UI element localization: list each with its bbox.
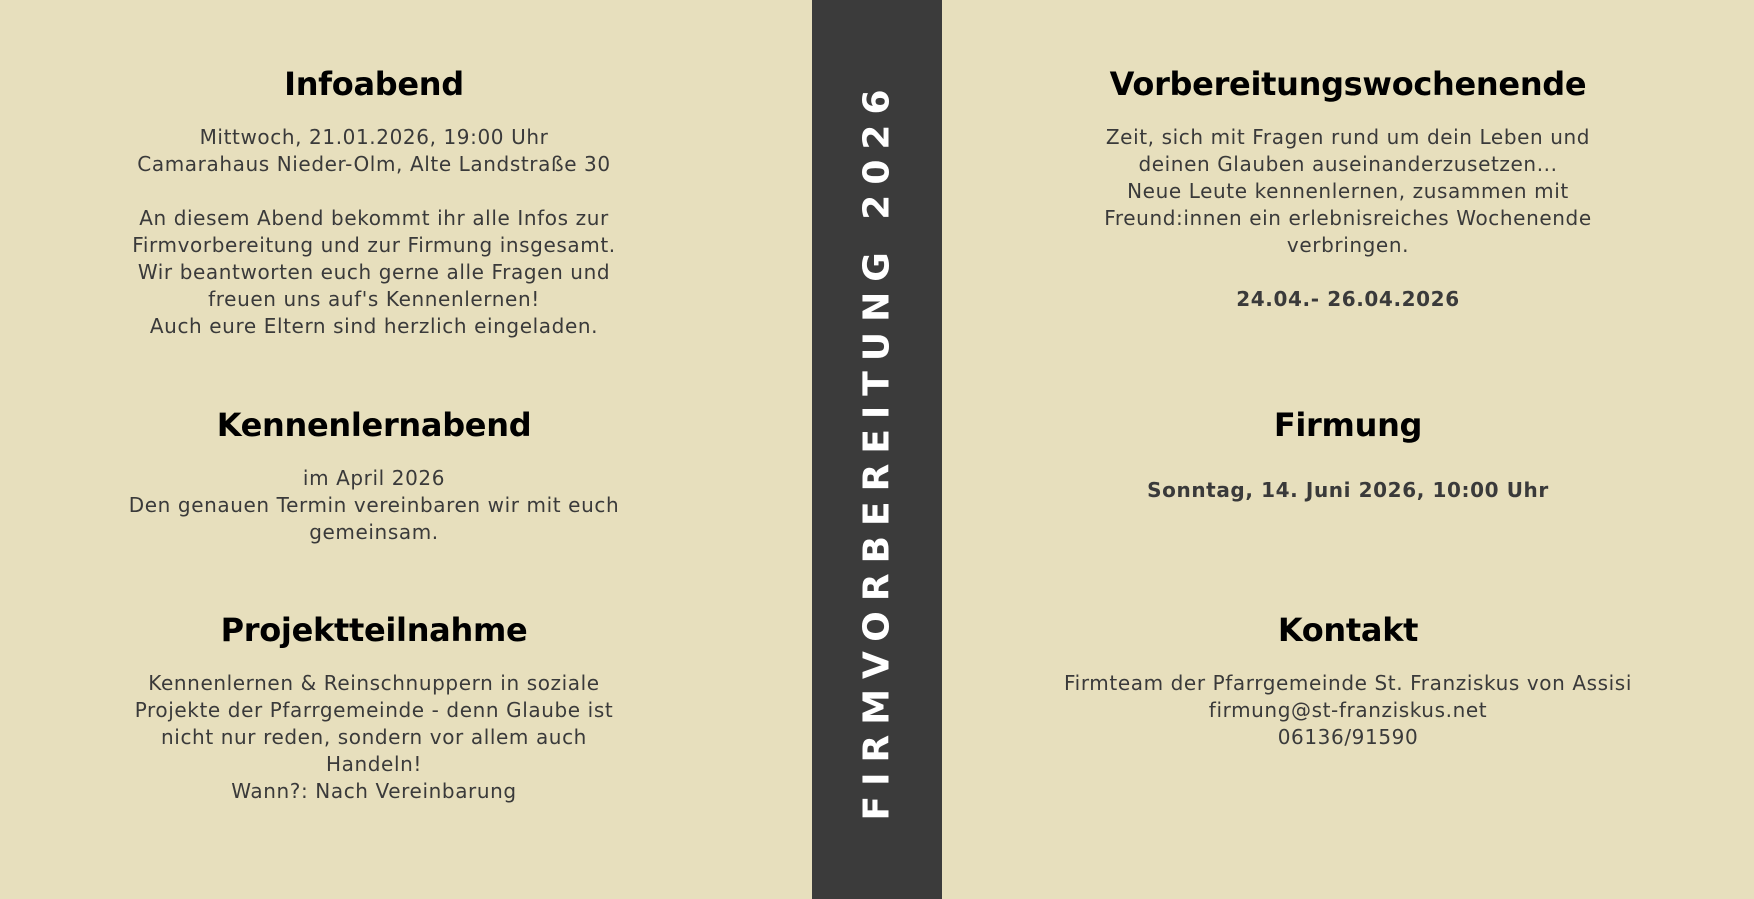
infoabend-description: [0, 205, 748, 340]
infoabend-text-line: freuen uns auf's Kennenlernen!: [208, 287, 540, 311]
infoabend-body: [0, 124, 748, 340]
kennenlernabend-body: [0, 465, 748, 546]
heading-firmung: Firmung: [1273, 406, 1423, 444]
heading-kontakt: Kontakt: [1277, 611, 1419, 649]
projektteilnahme-text-line: Kennenlernen & Reinschnuppern in soziale: [148, 671, 600, 695]
infoabend-location: Camarahaus Nieder-Olm, Alte Landstraße 30: [137, 152, 611, 176]
projektteilnahme-body: [0, 670, 748, 805]
projektteilnahme-text-line: Handeln!: [325, 752, 423, 776]
firmung-date: Sonntag, 14. Juni 2026, 10:00 Uhr: [1147, 478, 1549, 502]
wochenende-date: 24.04.- 26.04.2026: [1236, 287, 1460, 311]
heading-kennenlernabend: Kennenlernabend: [216, 406, 532, 444]
projektteilnahme-text-line: Projekte der Pfarrgemeinde - denn Glaube ist: [134, 698, 614, 722]
kennenlernabend-text-line: Den genauen Termin vereinbaren wir mit euch: [128, 493, 620, 517]
heading-infoabend: Infoabend: [284, 65, 464, 103]
kontakt-phone: 06136/91590: [1277, 725, 1419, 749]
section-kontakt: [942, 610, 1754, 751]
section-projektteilnahme: [0, 610, 748, 805]
firmung-body: [942, 477, 1754, 504]
kontakt-email: firmung@st-franziskus.net: [1208, 698, 1488, 722]
infoabend-text-line: Auch eure Eltern sind herzlich eingeladen.: [149, 314, 599, 338]
infoabend-text-line: Firmvorbereitung und zur Firmung insgesamt.: [132, 233, 616, 257]
infoabend-date: Mittwoch, 21.01.2026, 19:00 Uhr: [199, 125, 549, 149]
wochenende-text-line: deinen Glauben auseinanderzusetzen...: [1138, 152, 1558, 176]
section-infoabend: [0, 64, 748, 340]
heading-wochenende: Vorbereitungswochenende: [1109, 65, 1587, 103]
wochenende-text-line: Freund:innen ein erlebnisreiches Wochenende: [1104, 206, 1592, 230]
infoabend-details: [0, 124, 748, 178]
wochenende-body: [942, 124, 1754, 313]
wochenende-text-line: Neue Leute kennenlernen, zusammen mit: [1127, 179, 1569, 203]
wochenende-text-line: verbringen.: [1286, 233, 1410, 257]
section-wochenende: [942, 64, 1754, 313]
kontakt-body: [942, 670, 1754, 751]
section-kennenlernabend: [0, 405, 748, 546]
projektteilnahme-text-line: nicht nur reden, sondern vor allem auch: [161, 725, 587, 749]
wochenende-text-line: Zeit, sich mit Fragen rund um dein Leben und: [1105, 125, 1591, 149]
kennenlernabend-text-line: gemeinsam.: [309, 520, 439, 544]
kennenlernabend-text-line: im April 2026: [302, 466, 446, 490]
heading-projektteilnahme: Projektteilnahme: [220, 611, 528, 649]
projektteilnahme-text-line: Wann?: Nach Vereinbarung: [231, 779, 517, 803]
band-title: FIRMVORBEREITUNG 2026: [856, 78, 898, 821]
wochenende-description: [942, 124, 1754, 259]
kontakt-organization: Firmteam der Pfarrgemeinde St. Franziskus von Assisi: [1064, 671, 1632, 695]
infoabend-text-line: An diesem Abend bekommt ihr alle Infos zur: [139, 206, 609, 230]
center-band: [812, 0, 942, 899]
section-firmung: [942, 405, 1754, 504]
infoabend-text-line: Wir beantworten euch gerne alle Fragen und: [137, 260, 611, 284]
